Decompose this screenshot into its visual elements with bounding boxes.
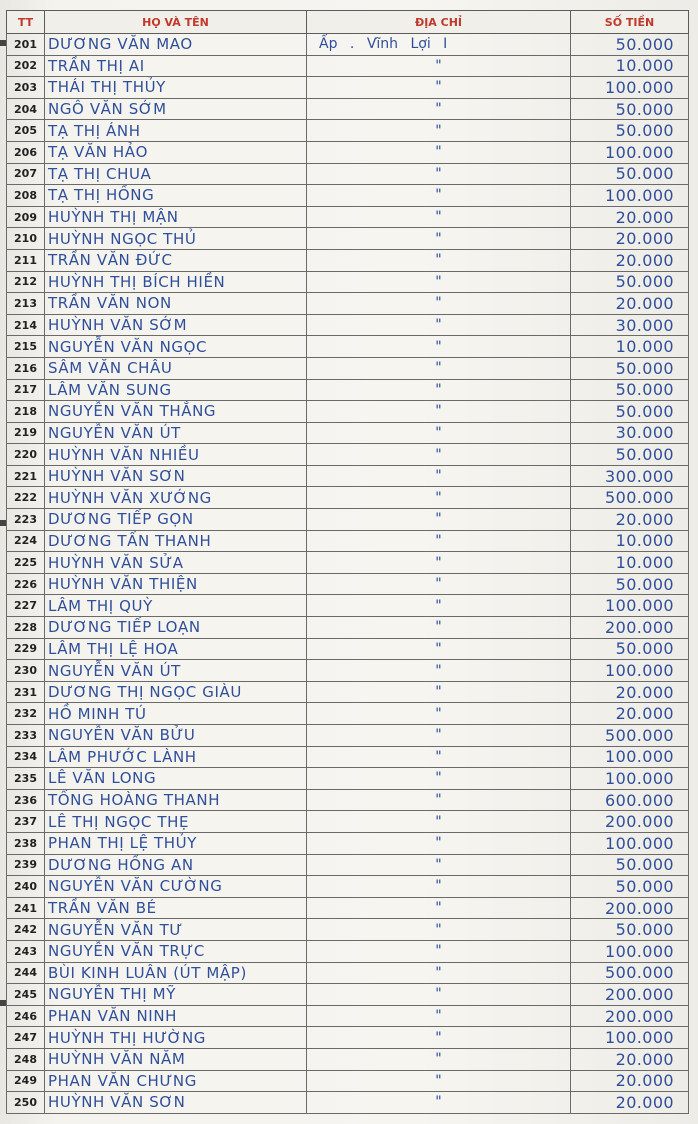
donor-address: " <box>307 832 571 854</box>
donor-address: " <box>307 314 571 336</box>
donation-amount: 20.000 <box>571 1048 689 1070</box>
donor-address: " <box>307 444 571 466</box>
table-row <box>7 573 689 595</box>
donor-name: NGUYỄN VĂN THẮNG <box>45 401 307 423</box>
donor-name: TRẦN THỊ AI <box>45 55 307 77</box>
donor-name: HUỲNH THỊ HƯỜNG <box>45 1027 307 1049</box>
table-row <box>7 422 689 444</box>
donor-name: SÂM VĂN CHÂU <box>45 357 307 379</box>
row-number: 202 <box>7 55 45 77</box>
row-number: 207 <box>7 163 45 185</box>
donation-amount: 50.000 <box>571 401 689 423</box>
donor-address: " <box>307 681 571 703</box>
donation-amount: 10.000 <box>571 530 689 552</box>
donor-address: " <box>307 163 571 185</box>
row-number: 229 <box>7 638 45 660</box>
table-row <box>7 681 689 703</box>
donation-amount: 20.000 <box>571 509 689 531</box>
table-row <box>7 789 689 811</box>
table-row <box>7 444 689 466</box>
donation-amount: 100.000 <box>571 940 689 962</box>
table-row <box>7 401 689 423</box>
donation-amount: 300.000 <box>571 465 689 487</box>
donation-amount: 50.000 <box>571 444 689 466</box>
row-number: 208 <box>7 185 45 207</box>
donation-amount: 20.000 <box>571 293 689 315</box>
donor-name: NGUYỄN VĂN NGỌC <box>45 336 307 358</box>
row-number: 236 <box>7 789 45 811</box>
donor-name: HUỲNH THỊ BÍCH HIỀN <box>45 271 307 293</box>
row-number: 233 <box>7 725 45 747</box>
header-address: ĐỊA CHỈ <box>307 11 571 34</box>
donor-address: " <box>307 919 571 941</box>
row-number: 209 <box>7 206 45 228</box>
table-row <box>7 271 689 293</box>
donor-address: " <box>307 357 571 379</box>
donor-address: " <box>307 1027 571 1049</box>
donation-amount: 50.000 <box>571 638 689 660</box>
donation-amount: 100.000 <box>571 660 689 682</box>
donor-name: TRẦN VĂN BÉ <box>45 897 307 919</box>
table-row <box>7 228 689 250</box>
table-row <box>7 919 689 941</box>
table-row <box>7 1092 689 1114</box>
donor-address: " <box>307 1005 571 1027</box>
donor-name: NGUYỄN VĂN ÚT <box>45 422 307 444</box>
donor-address: " <box>307 336 571 358</box>
donation-amount: 200.000 <box>571 897 689 919</box>
table-row <box>7 638 689 660</box>
donation-amount: 50.000 <box>571 876 689 898</box>
donor-address: Ấp . Vĩnh Lợi I <box>307 34 571 56</box>
donor-address: " <box>307 77 571 99</box>
donation-amount: 100.000 <box>571 832 689 854</box>
row-number: 248 <box>7 1048 45 1070</box>
table-row <box>7 336 689 358</box>
table-row <box>7 77 689 99</box>
row-number: 234 <box>7 746 45 768</box>
row-number: 249 <box>7 1070 45 1092</box>
row-number: 205 <box>7 120 45 142</box>
header-tt: TT <box>7 11 45 34</box>
donation-amount: 100.000 <box>571 746 689 768</box>
donor-name: NGUYỄN VĂN BỬU <box>45 725 307 747</box>
donation-amount: 500.000 <box>571 725 689 747</box>
donation-amount: 200.000 <box>571 617 689 639</box>
donor-name: TẠ THỊ CHUA <box>45 163 307 185</box>
donor-address: " <box>307 552 571 574</box>
donor-name: HUỲNH VĂN XƯỚNG <box>45 487 307 509</box>
ledger-body <box>7 34 689 1114</box>
donor-address: " <box>307 638 571 660</box>
table-row <box>7 465 689 487</box>
donor-name: PHAN VĂN CHƯNG <box>45 1070 307 1092</box>
donor-name: NGÔ VĂN SỚM <box>45 98 307 120</box>
donation-amount: 100.000 <box>571 185 689 207</box>
row-number: 237 <box>7 811 45 833</box>
row-number: 225 <box>7 552 45 574</box>
donor-name: HUỲNH VĂN SƠN <box>45 1092 307 1114</box>
row-number: 226 <box>7 573 45 595</box>
donation-amount: 100.000 <box>571 141 689 163</box>
donor-address: " <box>307 1048 571 1070</box>
donor-address: " <box>307 725 571 747</box>
donor-address: " <box>307 789 571 811</box>
donor-name: DƯƠNG TIẾP GỌN <box>45 509 307 531</box>
header-row <box>7 11 689 34</box>
donor-address: " <box>307 98 571 120</box>
row-number: 243 <box>7 940 45 962</box>
donation-amount: 20.000 <box>571 206 689 228</box>
row-number: 245 <box>7 984 45 1006</box>
donor-name: LÂM THỊ LỆ HOA <box>45 638 307 660</box>
donor-address: " <box>307 897 571 919</box>
row-number: 206 <box>7 141 45 163</box>
donor-address: " <box>307 746 571 768</box>
donor-name: HUỲNH VĂN SỬA <box>45 552 307 574</box>
table-row <box>7 962 689 984</box>
header-amount: SỐ TIỀN <box>571 11 689 34</box>
donor-address: " <box>307 876 571 898</box>
donor-name: TRẦN VĂN NON <box>45 293 307 315</box>
donor-address: " <box>307 530 571 552</box>
table-row <box>7 379 689 401</box>
row-number: 221 <box>7 465 45 487</box>
donor-name: THÁI THỊ THỦY <box>45 77 307 99</box>
donation-amount: 100.000 <box>571 1027 689 1049</box>
donor-address: " <box>307 379 571 401</box>
donor-name: NGUYỄN VĂN TRỰC <box>45 940 307 962</box>
donor-address: " <box>307 962 571 984</box>
donor-name: HUỲNH THỊ MẬN <box>45 206 307 228</box>
table-row <box>7 811 689 833</box>
donor-name: LÂM VĂN SUNG <box>45 379 307 401</box>
table-row <box>7 357 689 379</box>
row-number: 231 <box>7 681 45 703</box>
donor-address: " <box>307 940 571 962</box>
table-row <box>7 552 689 574</box>
row-number: 219 <box>7 422 45 444</box>
table-row <box>7 832 689 854</box>
table-row <box>7 163 689 185</box>
donation-amount: 20.000 <box>571 1070 689 1092</box>
donor-address: " <box>307 1070 571 1092</box>
donor-address: " <box>307 206 571 228</box>
donor-address: " <box>307 617 571 639</box>
row-number: 230 <box>7 660 45 682</box>
donation-amount: 200.000 <box>571 984 689 1006</box>
donor-name: NGUYỄN VĂN CƯỜNG <box>45 876 307 898</box>
donation-amount: 50.000 <box>571 120 689 142</box>
donor-name: PHAN THỊ LỆ THỦY <box>45 832 307 854</box>
donation-amount: 50.000 <box>571 163 689 185</box>
row-number: 220 <box>7 444 45 466</box>
donor-name: DƯƠNG HỒNG AN <box>45 854 307 876</box>
donor-name: PHAN VĂN NINH <box>45 1005 307 1027</box>
header-name: HỌ VÀ TÊN <box>45 11 307 34</box>
donation-amount: 30.000 <box>571 314 689 336</box>
donor-name: HUỲNH VĂN SƠN <box>45 465 307 487</box>
row-number: 215 <box>7 336 45 358</box>
table-row <box>7 984 689 1006</box>
row-number: 211 <box>7 249 45 271</box>
row-number: 223 <box>7 509 45 531</box>
table-row <box>7 185 689 207</box>
row-number: 212 <box>7 271 45 293</box>
row-number: 204 <box>7 98 45 120</box>
donor-name: TỐNG HOÀNG THANH <box>45 789 307 811</box>
row-number: 218 <box>7 401 45 423</box>
donor-name: DƯƠNG TIẾP LOẠN <box>45 617 307 639</box>
donor-name: NGUYỄN VĂN ÚT <box>45 660 307 682</box>
row-number: 240 <box>7 876 45 898</box>
donor-address: " <box>307 465 571 487</box>
donation-amount: 50.000 <box>571 573 689 595</box>
donation-amount: 20.000 <box>571 249 689 271</box>
donor-address: " <box>307 573 571 595</box>
donation-amount: 600.000 <box>571 789 689 811</box>
donor-name: DƯƠNG VĂN MAO <box>45 34 307 56</box>
donor-address: " <box>307 249 571 271</box>
donation-amount: 100.000 <box>571 77 689 99</box>
donor-address: " <box>307 660 571 682</box>
donor-address: " <box>307 120 571 142</box>
table-row <box>7 725 689 747</box>
table-row <box>7 530 689 552</box>
donor-name: HUỲNH NGỌC THỦ <box>45 228 307 250</box>
table-row <box>7 487 689 509</box>
donor-name: HUỲNH VĂN THIỆN <box>45 573 307 595</box>
donation-amount: 10.000 <box>571 336 689 358</box>
donor-address: " <box>307 185 571 207</box>
table-row <box>7 1027 689 1049</box>
donation-amount: 10.000 <box>571 55 689 77</box>
donation-amount: 50.000 <box>571 379 689 401</box>
row-number: 232 <box>7 703 45 725</box>
donor-name: TẠ VĂN HẢO <box>45 141 307 163</box>
row-number: 217 <box>7 379 45 401</box>
table-row <box>7 897 689 919</box>
donation-amount: 500.000 <box>571 487 689 509</box>
table-row <box>7 55 689 77</box>
table-row <box>7 293 689 315</box>
row-number: 238 <box>7 832 45 854</box>
table-row <box>7 314 689 336</box>
row-number: 239 <box>7 854 45 876</box>
table-row <box>7 34 689 56</box>
table-row <box>7 98 689 120</box>
donor-name: HUỲNH VĂN NĂM <box>45 1048 307 1070</box>
table-row <box>7 120 689 142</box>
donor-address: " <box>307 1092 571 1114</box>
donor-name: NGUYỄN THỊ MỸ <box>45 984 307 1006</box>
donor-address: " <box>307 422 571 444</box>
table-row <box>7 746 689 768</box>
row-number: 201 <box>7 34 45 56</box>
donation-amount: 50.000 <box>571 34 689 56</box>
donor-address: " <box>307 293 571 315</box>
donor-address: " <box>307 811 571 833</box>
donation-amount: 20.000 <box>571 228 689 250</box>
donor-address: " <box>307 141 571 163</box>
donation-table <box>6 10 689 1114</box>
donor-name: TẠ THỊ ÁNH <box>45 120 307 142</box>
donor-name: TẠ THỊ HỒNG <box>45 185 307 207</box>
row-number: 203 <box>7 77 45 99</box>
donation-amount: 50.000 <box>571 271 689 293</box>
row-number: 224 <box>7 530 45 552</box>
row-number: 235 <box>7 768 45 790</box>
row-number: 241 <box>7 897 45 919</box>
table-row <box>7 854 689 876</box>
donation-amount: 50.000 <box>571 357 689 379</box>
table-row <box>7 595 689 617</box>
row-number: 242 <box>7 919 45 941</box>
row-number: 216 <box>7 357 45 379</box>
table-row <box>7 1048 689 1070</box>
donor-name: DƯƠNG THỊ NGỌC GIÀU <box>45 681 307 703</box>
donor-name: NGUYỄN VĂN TƯ <box>45 919 307 941</box>
donor-address: " <box>307 854 571 876</box>
donor-name: DƯƠNG TẤN THANH <box>45 530 307 552</box>
donor-name: LÂM PHƯỚC LÀNH <box>45 746 307 768</box>
table-row <box>7 617 689 639</box>
table-row <box>7 1005 689 1027</box>
row-number: 228 <box>7 617 45 639</box>
table-row <box>7 660 689 682</box>
donor-name: BÙI KINH LUÂN (ÚT MẬP) <box>45 962 307 984</box>
donor-address: " <box>307 509 571 531</box>
donor-name: TRẦN VĂN ĐỨC <box>45 249 307 271</box>
donor-name: HUỲNH VĂN SỚM <box>45 314 307 336</box>
table-row <box>7 876 689 898</box>
table-row <box>7 940 689 962</box>
donation-amount: 200.000 <box>571 811 689 833</box>
donation-amount: 20.000 <box>571 681 689 703</box>
donor-name: LÂM THỊ QUỲ <box>45 595 307 617</box>
table-row <box>7 141 689 163</box>
row-number: 213 <box>7 293 45 315</box>
row-number: 250 <box>7 1092 45 1114</box>
table-row <box>7 206 689 228</box>
row-number: 227 <box>7 595 45 617</box>
donor-address: " <box>307 984 571 1006</box>
row-number: 244 <box>7 962 45 984</box>
table-row <box>7 509 689 531</box>
row-number: 247 <box>7 1027 45 1049</box>
table-row <box>7 703 689 725</box>
donation-amount: 50.000 <box>571 98 689 120</box>
donor-address: " <box>307 703 571 725</box>
donation-amount: 500.000 <box>571 962 689 984</box>
donor-address: " <box>307 401 571 423</box>
row-number: 214 <box>7 314 45 336</box>
donor-name: HUỲNH VĂN NHIỀU <box>45 444 307 466</box>
donation-amount: 20.000 <box>571 1092 689 1114</box>
donor-address: " <box>307 487 571 509</box>
donation-amount: 30.000 <box>571 422 689 444</box>
row-number: 210 <box>7 228 45 250</box>
donor-name: LÊ VĂN LONG <box>45 768 307 790</box>
table-row <box>7 1070 689 1092</box>
table-row <box>7 249 689 271</box>
donation-amount: 100.000 <box>571 768 689 790</box>
donation-amount: 20.000 <box>571 703 689 725</box>
donation-amount: 50.000 <box>571 854 689 876</box>
donation-amount: 10.000 <box>571 552 689 574</box>
donor-address: " <box>307 271 571 293</box>
donor-address: " <box>307 595 571 617</box>
donation-amount: 200.000 <box>571 1005 689 1027</box>
row-number: 246 <box>7 1005 45 1027</box>
donor-address: " <box>307 768 571 790</box>
donor-address: " <box>307 55 571 77</box>
donation-amount: 50.000 <box>571 919 689 941</box>
row-number: 222 <box>7 487 45 509</box>
table-row <box>7 768 689 790</box>
donation-amount: 100.000 <box>571 595 689 617</box>
donor-address: " <box>307 228 571 250</box>
donor-name: HỒ MINH TÚ <box>45 703 307 725</box>
donor-name: LÊ THỊ NGỌC THẸ <box>45 811 307 833</box>
